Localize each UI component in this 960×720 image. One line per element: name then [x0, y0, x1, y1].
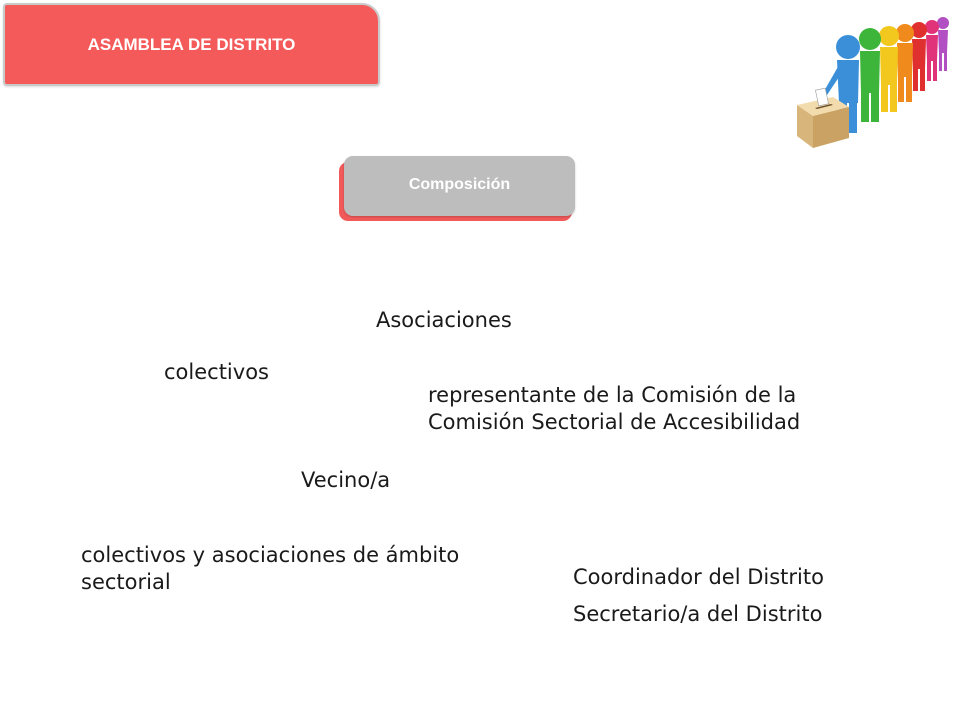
page-title: ASAMBLEA DE DISTRITO	[87, 35, 296, 54]
label-sectorial-line-2: sectorial	[81, 570, 171, 594]
label-representante-line-2: Comisión Sectorial de Accesibilidad	[428, 410, 801, 434]
person-figure-pink	[925, 20, 939, 81]
voting-queue-illustration	[793, 15, 960, 151]
label-asociaciones: Asociaciones	[376, 308, 512, 332]
label-sectorial-line-1: colectivos y asociaciones de ámbito	[81, 543, 460, 567]
title-tab	[3, 3, 380, 86]
section-badge-label: Composición	[408, 176, 511, 193]
person-figure-purple	[937, 17, 949, 71]
label-colectivos: colectivos	[164, 360, 269, 384]
label-coordinador: Coordinador del Distrito	[573, 565, 824, 589]
section-badge	[344, 156, 575, 216]
label-vecino: Vecino/a	[301, 468, 391, 492]
label-colectivos-sectorial	[81, 542, 459, 596]
label-secretario: Secretario/a del Distrito	[573, 602, 823, 626]
label-representante-comision	[428, 382, 800, 436]
label-representante-line-1: representante de la Comisión de la	[428, 383, 797, 407]
